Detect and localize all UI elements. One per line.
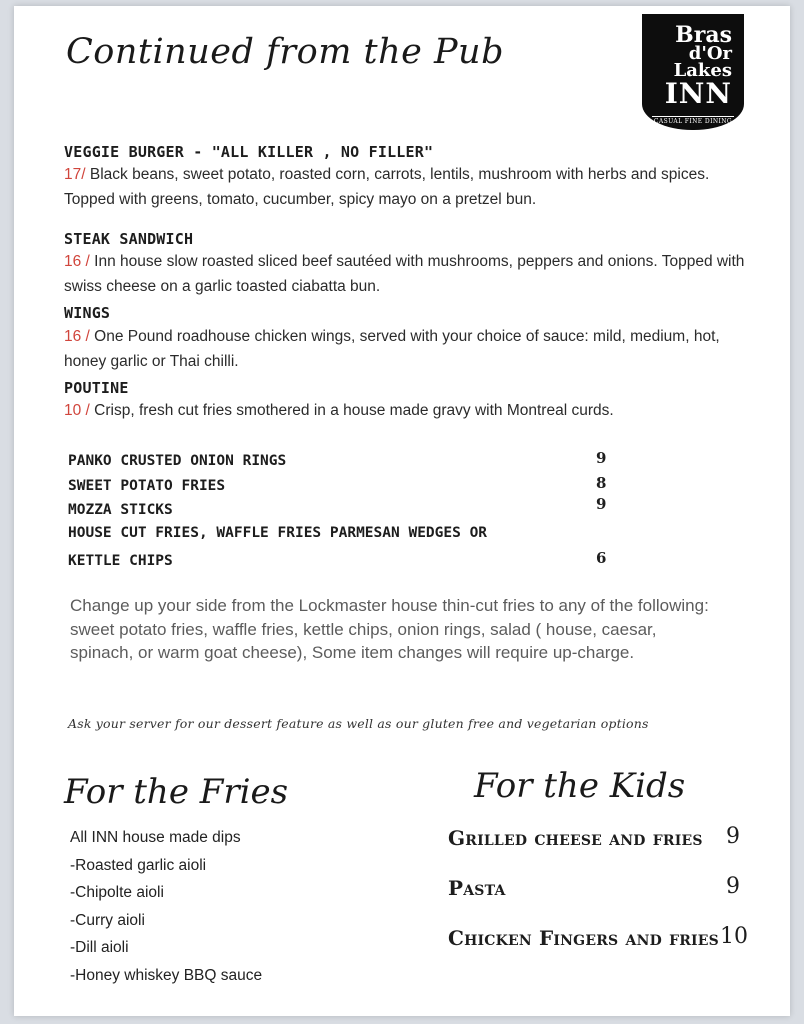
item-wings-name: WINGS	[64, 304, 111, 322]
item-veggie-burger-desc: 17/ Black beans, sweet potato, roasted corn, carrots, lentils, mushroom with herbs and spices. Topped with greens, tomato, cucumber, spicy mayo on a pretzel bun.	[64, 166, 710, 208]
kids-grilled-cheese-name: Grilled cheese and fries	[448, 826, 703, 850]
kids-section-title: For the Kids	[474, 766, 686, 806]
menu-page	[14, 6, 790, 1016]
fries-section-title: For the Fries	[64, 772, 289, 812]
item-poutine-desc: 10 / Crisp, fresh cut fries smothered in a house made gravy with Montreal curds.	[64, 402, 614, 419]
side-sweet-potato-fries-price: 8	[596, 474, 607, 492]
side-house-cut-fries-name: HOUSE CUT FRIES, WAFFLE FRIES PARMESAN WEDGES OR	[68, 525, 488, 541]
side-onion-rings-name: PANKO CRUSTED ONION RINGS	[68, 453, 287, 469]
side-mozza-sticks-name: MOZZA STICKS	[68, 502, 173, 518]
list-item: -Roasted garlic aioli	[70, 856, 207, 874]
dips-list	[70, 824, 262, 989]
side-kettle-chips-price: 6	[596, 549, 607, 567]
item-price: 16	[64, 253, 82, 270]
side-kettle-chips-name: KETTLE CHIPS	[68, 553, 173, 569]
list-item: All INN house made dips	[70, 829, 241, 846]
item-veggie-burger-name: VEGGIE BURGER - "ALL KILLER , NO FILLER"	[64, 143, 434, 161]
page-title: Continued from the Pub	[66, 32, 504, 72]
kids-chicken-fingers-price: 10	[720, 924, 748, 949]
side-sweet-potato-fries-name: SWEET POTATO FRIES	[68, 478, 226, 494]
item-price: 17	[64, 166, 82, 183]
item-wings-desc: 16 / One Pound roadhouse chicken wings, served with your choice of sauce: mild, medium, hot, honey garlic or Thai chilli.	[64, 328, 720, 370]
list-item: -Chipolte aioli	[70, 884, 164, 901]
list-item: -Curry aioli	[70, 911, 145, 929]
item-steak-sandwich-name: STEAK SANDWICH	[64, 230, 194, 248]
item-price: 10	[64, 402, 82, 419]
server-ask-note: Ask your server for our dessert feature as well as our gluten free and vegetarian options	[68, 716, 649, 731]
item-poutine-name: POUTINE	[64, 379, 129, 397]
inn-logo: Bras d'Or Lakes INN CASUAL FINE DINING	[642, 14, 744, 130]
list-item: -Dill aioli	[70, 939, 129, 956]
side-mozza-sticks-price: 9	[596, 495, 607, 513]
list-item: -Honey whiskey BBQ sauce	[70, 966, 263, 984]
kids-grilled-cheese-price: 9	[726, 824, 740, 849]
kids-chicken-fingers-name: Chicken Fingers and fries	[448, 926, 719, 950]
kids-pasta-price: 9	[726, 874, 740, 899]
side-onion-rings-price: 9	[596, 449, 607, 467]
kids-pasta-name: Pasta	[448, 876, 506, 900]
item-price: 16	[64, 328, 82, 345]
item-steak-sandwich-desc: 16 / Inn house slow roasted sliced beef sautéed with mushrooms, peppers and onions. Topped with swiss cheese on a garlic toasted ciabatta bun.	[64, 253, 745, 295]
side-change-note: Change up your side from the Lockmaster house thin-cut fries to any of the following: sweet potato fries, waffle fries, kettle chips, onion rings, salad ( house, caesar, spinach, or warm goat cheese), Some item changes will require up-charge.	[70, 596, 709, 662]
